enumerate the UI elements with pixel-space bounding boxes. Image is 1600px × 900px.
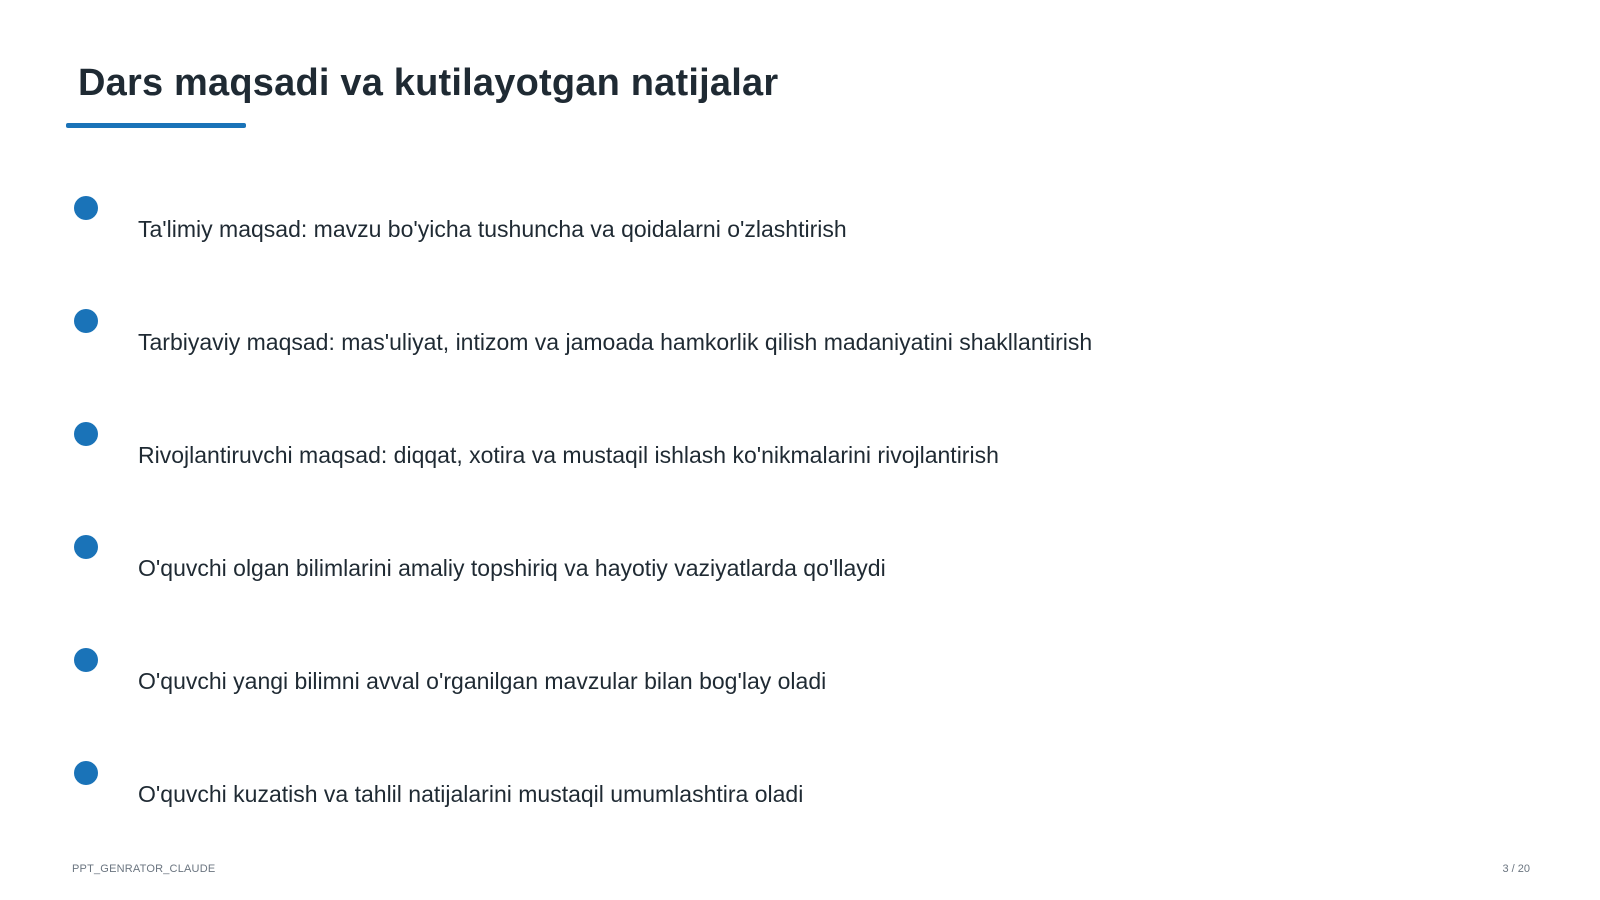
- bullet-text: O'quvchi kuzatish va tahlil natijalarini mustaqil umumlashtira oladi: [138, 781, 804, 807]
- bullet-dot-icon: [74, 648, 98, 672]
- page-indicator: 3 / 20: [1502, 863, 1530, 875]
- bullet-text: Tarbiyaviy maqsad: mas'uliyat, intizom va jamoada hamkorlik qilish madaniyatini shakllantirish: [138, 329, 1093, 355]
- list-item: [0, 761, 1600, 821]
- bullet-dot-icon: [74, 309, 98, 333]
- list-item: [0, 422, 1600, 482]
- list-item: [0, 535, 1600, 595]
- bullet-dot-icon: [74, 761, 98, 785]
- bullet-dot-icon: [74, 422, 98, 446]
- list-item: [0, 648, 1600, 708]
- list-item: [0, 196, 1600, 256]
- list-item: [0, 309, 1600, 369]
- bullet-text: O'quvchi olgan bilimlarini amaliy topshiriq va hayotiy vaziyatlarda qo'llaydi: [138, 555, 886, 581]
- bullet-text: Rivojlantiruvchi maqsad: diqqat, xotira va mustaqil ishlash ko'nikmalarini rivojlantirish: [138, 442, 999, 468]
- bullet-text: Ta'limiy maqsad: mavzu bo'yicha tushuncha va qoidalarni o'zlashtirish: [138, 216, 847, 242]
- bullet-dot-icon: [74, 535, 98, 559]
- bullet-text: O'quvchi yangi bilimni avval o'rganilgan mavzular bilan bog'lay oladi: [138, 668, 827, 694]
- slide-title: Dars maqsadi va kutilayotgan natijalar: [78, 62, 779, 104]
- footer-label: PPT_GENRATOR_CLAUDE: [72, 863, 216, 875]
- bullet-dot-icon: [74, 196, 98, 220]
